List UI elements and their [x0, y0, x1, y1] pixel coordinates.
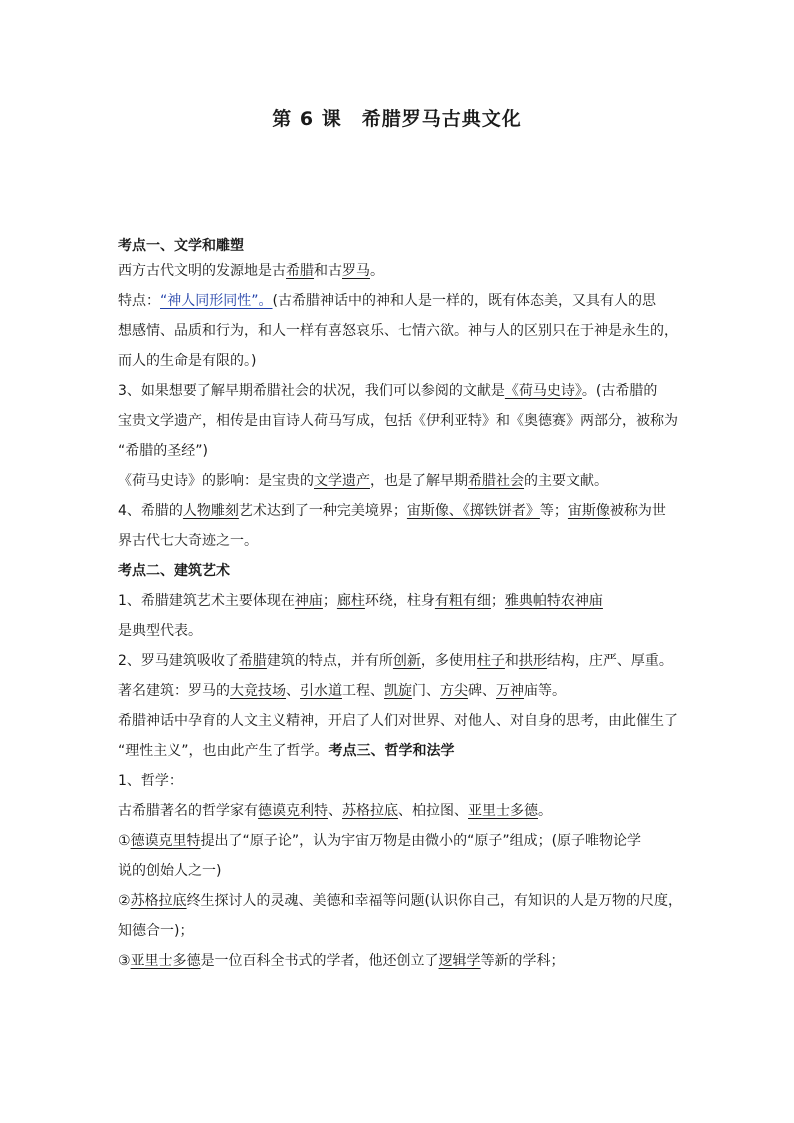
- text-run: 和古: [314, 263, 342, 279]
- paragraph-line: [118, 469, 688, 494]
- text-run: 、: [328, 803, 342, 819]
- keyword: “神人同形同性”。: [160, 293, 273, 309]
- text-run: ；: [322, 593, 337, 609]
- text-run: 等新的学科；: [480, 953, 565, 969]
- text-run: 。: [370, 263, 384, 279]
- text-run: 西方古代文明的发源地是古: [118, 263, 286, 279]
- text-run: “理性主义”，也由此产生了哲学。: [118, 743, 329, 759]
- text-run: 、柏拉图、: [398, 803, 468, 819]
- keyword: 德谟克里特: [130, 833, 201, 849]
- text-run: ，多使用: [420, 653, 477, 669]
- keyword: 逻辑学: [438, 953, 481, 969]
- paragraph-line: 是典型代表。: [118, 623, 202, 639]
- text-run: 是一位百科全书式的学者，他还创立了: [200, 953, 439, 969]
- keyword: 人物雕刻: [182, 503, 239, 519]
- text-run: 2、罗马建筑吸收了: [118, 653, 239, 669]
- keyword: 神庙: [294, 593, 323, 609]
- keyword: 拱形: [518, 653, 547, 669]
- paragraph-line: [118, 589, 688, 614]
- keyword: 亚里士多德: [468, 803, 538, 819]
- keyword: 雅典帕特农神庙: [504, 593, 603, 609]
- paragraph-line: [118, 679, 688, 704]
- paragraph-line: 知德合一)；: [118, 923, 194, 939]
- keyword: 希腊社会: [468, 473, 524, 489]
- section-heading-3: 考点三、哲学和法学: [328, 743, 455, 759]
- paragraph-line: 说的创始人之一): [118, 863, 222, 879]
- text-run: 结构，庄严、厚重。: [546, 653, 673, 669]
- paragraph-line: [118, 649, 688, 674]
- keyword: 苏格拉底: [342, 803, 398, 819]
- section-heading-2: 考点二、建筑艺术: [118, 563, 230, 579]
- keyword: 希腊: [238, 653, 267, 669]
- keyword: 万神: [496, 683, 524, 699]
- paragraph-line: [118, 799, 688, 824]
- text-run: 的主要文献。: [524, 473, 608, 489]
- text-run: 工程、: [342, 683, 384, 699]
- keyword: 创新: [392, 653, 421, 669]
- keyword: 有粗有细: [434, 593, 491, 609]
- text-run: 被称为世: [609, 503, 666, 519]
- text-run: ，也是了解早期: [370, 473, 468, 489]
- text-run: 古希腊著名的哲学家有: [118, 803, 258, 819]
- paragraph-line: 而人的生命是有限的。): [118, 353, 257, 369]
- keyword: 苏格拉底: [130, 893, 187, 909]
- paragraph-line: [118, 259, 688, 284]
- keyword: 德谟克利特: [258, 803, 328, 819]
- text-run: 1、希腊建筑艺术主要体现在: [118, 593, 295, 609]
- document-body: [118, 234, 688, 974]
- paragraph-line: [118, 739, 688, 764]
- keyword: 宙斯像: [567, 503, 610, 519]
- paragraph-line: [118, 949, 688, 974]
- text-run: 。(古希腊的: [581, 383, 658, 399]
- text-run: (古希腊神话中的神和人是一样的，既有体态美，又具有人的思: [272, 293, 656, 309]
- keyword: 亚里士多德: [130, 953, 201, 969]
- text-run: 等；: [539, 503, 568, 519]
- paragraph-line: 希腊神话中孕育的人文主义精神，开启了人们对世界、对他人、对自身的思考，由此催生了: [118, 713, 678, 729]
- keyword: 引水道: [300, 683, 342, 699]
- keyword: 大竞技场: [230, 683, 286, 699]
- keyword: 希腊: [286, 263, 314, 279]
- keyword: 《荷马史诗》: [504, 383, 582, 399]
- text-run: 环绕，柱身: [364, 593, 435, 609]
- paragraph-line: 想感情、品质和行为，和人一样有喜怒哀乐、七情六欲。神与人的区别只在于神是永生的，: [118, 323, 678, 339]
- text-run: 和: [504, 653, 519, 669]
- text-run: 特点：: [118, 293, 160, 309]
- page-title: 第 6 课 希腊罗马古典文化: [272, 108, 522, 130]
- paragraph-line: [118, 889, 688, 914]
- text-run: 艺术达到了一种完美境界；: [238, 503, 407, 519]
- paragraph-line: [118, 379, 688, 404]
- text-run: 、: [286, 683, 300, 699]
- text-run: ①: [118, 833, 131, 849]
- text-run: 《荷马史诗》的影响：是宝贵的: [118, 473, 314, 489]
- text-run: 著名建筑：罗马的: [118, 683, 230, 699]
- text-run: ②: [118, 893, 131, 909]
- text-run: 庙等。: [524, 683, 566, 699]
- text-run: 3、如果想要了解早期希腊社会的状况，我们可以参阅的文献是: [118, 383, 505, 399]
- keyword: 宙斯像、《掷铁饼者》: [406, 503, 540, 519]
- text-run: 4、希腊的: [118, 503, 183, 519]
- text-run: ；: [490, 593, 505, 609]
- keyword: 廊柱: [336, 593, 365, 609]
- keyword: 凯旋: [384, 683, 412, 699]
- keyword: 方尖: [440, 683, 468, 699]
- paragraph-line: 1、哲学：: [118, 773, 183, 789]
- paragraph-line: 界古代七大奇迹之一。: [118, 533, 258, 549]
- keyword: 柱子: [476, 653, 505, 669]
- text-run: 。: [538, 803, 552, 819]
- text-run: 建筑的特点，并有所: [266, 653, 393, 669]
- section-heading-1: 考点一、文学和雕塑: [118, 238, 244, 254]
- keyword: 罗马: [342, 263, 370, 279]
- text-run: 门、: [412, 683, 440, 699]
- paragraph-line: [118, 289, 688, 314]
- text-run: ③: [118, 953, 131, 969]
- keyword: 文学遗产: [314, 473, 370, 489]
- paragraph-line: [118, 499, 688, 524]
- paragraph-line: 宝贵文学遗产，相传是由盲诗人荷马写成，包括《伊利亚特》和《奥德赛》两部分，被称为: [118, 413, 678, 429]
- text-run: 终生探讨人的灵魂、美德和幸福等问题(认识你自己，有知识的人是万物的尺度，: [186, 893, 683, 909]
- text-run: 提出了“原子论”，认为宇宙万物是由微小的“原子”组成；(原子唯物论学: [200, 833, 642, 849]
- paragraph-line: “希腊的圣经”): [118, 443, 208, 459]
- paragraph-line: [118, 829, 688, 854]
- text-run: 碑、: [468, 683, 496, 699]
